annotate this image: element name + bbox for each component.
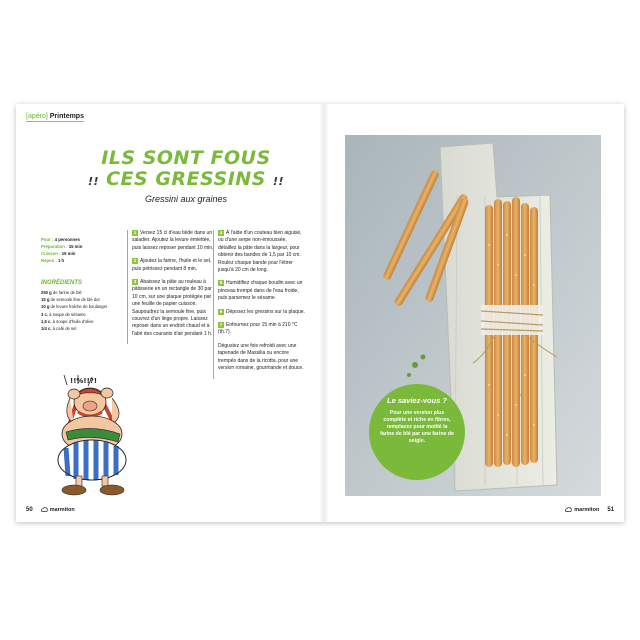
recipe-step: 2 Ajoutez la farine, l'huile et le sel, puis pétrissez pendant 8 min. xyxy=(132,258,212,272)
title-exclaim-post: !! xyxy=(273,175,285,188)
page-gutter xyxy=(319,104,329,522)
footer-right xyxy=(565,507,614,513)
badge-title: Le saviez-vous ? xyxy=(386,396,448,405)
meta-row: Repos : 1 h xyxy=(41,258,65,263)
section-name: Printemps xyxy=(49,113,84,120)
brand-logo: marmiton xyxy=(565,507,599,513)
recipe-step: 7 Enfournez pour 15 min à 210 °C (th.7). xyxy=(218,322,298,336)
badge-body: Pour une version plus complète et riche en fibres, remplacez pour moitié la farine de blé par une farine de seigle. xyxy=(380,410,454,444)
magazine-spread xyxy=(16,104,624,522)
ingredient-item: 250 g de farine de blé xyxy=(41,290,82,295)
ingredients-list xyxy=(41,289,127,332)
meta-row: Pour : 4 personnes xyxy=(41,237,80,242)
recipe-step: 3 Abaissez la pâte au rouleau à pâtisserie en un rectangle de 30 par 10 cm, sur une plaque protégée par une feuille de papier cuisson. Saupoudrez la semoule fine, puis couvrez d'un linge propre. Laissez reposer dans un endroit chaud et à l'abri des courants d'air pendant 1 h. xyxy=(132,279,213,337)
recipe-step: 5 Humidifiez chaque boudin avec un pinceau trempé dans de l'eau froide, puis parsemez le sésame. xyxy=(218,280,303,302)
did-you-know-badge xyxy=(369,384,465,480)
chef-hat-icon xyxy=(565,507,572,513)
recipe-step: 6 Déposez les gressins sur la plaque. xyxy=(219,308,305,315)
ingredient-item: 10 g de levure fraîche de boulanger xyxy=(41,304,108,310)
footer-left xyxy=(26,507,75,513)
recipe-step: 4 À l'aide d'un couteau bien aiguisé, ou d'une serpe non-émoussée, détaillez la pâte dans la largeur, pour obtenir des bandes de 1,5 par 10 cm. Roulez chaque bande pour l'étirer jusqu'à 20 cm de long. xyxy=(218,230,302,274)
section-category: [apéro] xyxy=(26,113,48,120)
steps-column-2 xyxy=(213,230,306,379)
cartoon-character-illustration xyxy=(34,372,144,502)
speech-symbols: !!%!!?! xyxy=(70,377,98,385)
title-line-1: ILS SONT FOUS xyxy=(101,147,271,169)
ingredient-item: 1/4 c. à café de sel xyxy=(41,326,77,332)
section-tag xyxy=(26,113,84,122)
chef-hat-icon xyxy=(41,507,48,513)
meta-row: Préparation : 15 min xyxy=(41,244,83,249)
page-number-left: 50 xyxy=(26,507,33,513)
ingredient-item: 1,5 c. à soupe d'huile d'olive xyxy=(41,318,94,324)
title-line-2: CES GRESSINS xyxy=(106,168,266,190)
recipe-step: 1 Versez 15 cl d'eau tiède dans un saladier. Ajoutez la levure émiettée, puis laissez reposer pendant 10 min. xyxy=(132,230,214,251)
meta-row: Cuisson : 15 min xyxy=(41,251,76,256)
recipe-meta xyxy=(41,236,82,264)
serving-tip: Dégustez une fois refroidi avec une tapenade de Massilia ou encore trempés dans de la ricotta, pour une version romaine, gourmande et douce. xyxy=(218,342,304,372)
title-exclaim-pre: !! xyxy=(87,175,99,188)
ingredient-item: 3 c. à soupe de sésame xyxy=(41,311,86,317)
recipe-subtitle: Gressini aux graines xyxy=(144,194,228,204)
ingredient-item: 15 g de semoule fine de blé dur xyxy=(41,297,100,303)
page-number-right: 51 xyxy=(607,507,614,513)
recipe-title xyxy=(76,148,296,192)
ingredients-title: INGRÉDIENTS xyxy=(41,280,83,286)
steps-column-1 xyxy=(127,230,216,344)
brand-logo: marmiton xyxy=(41,507,75,513)
